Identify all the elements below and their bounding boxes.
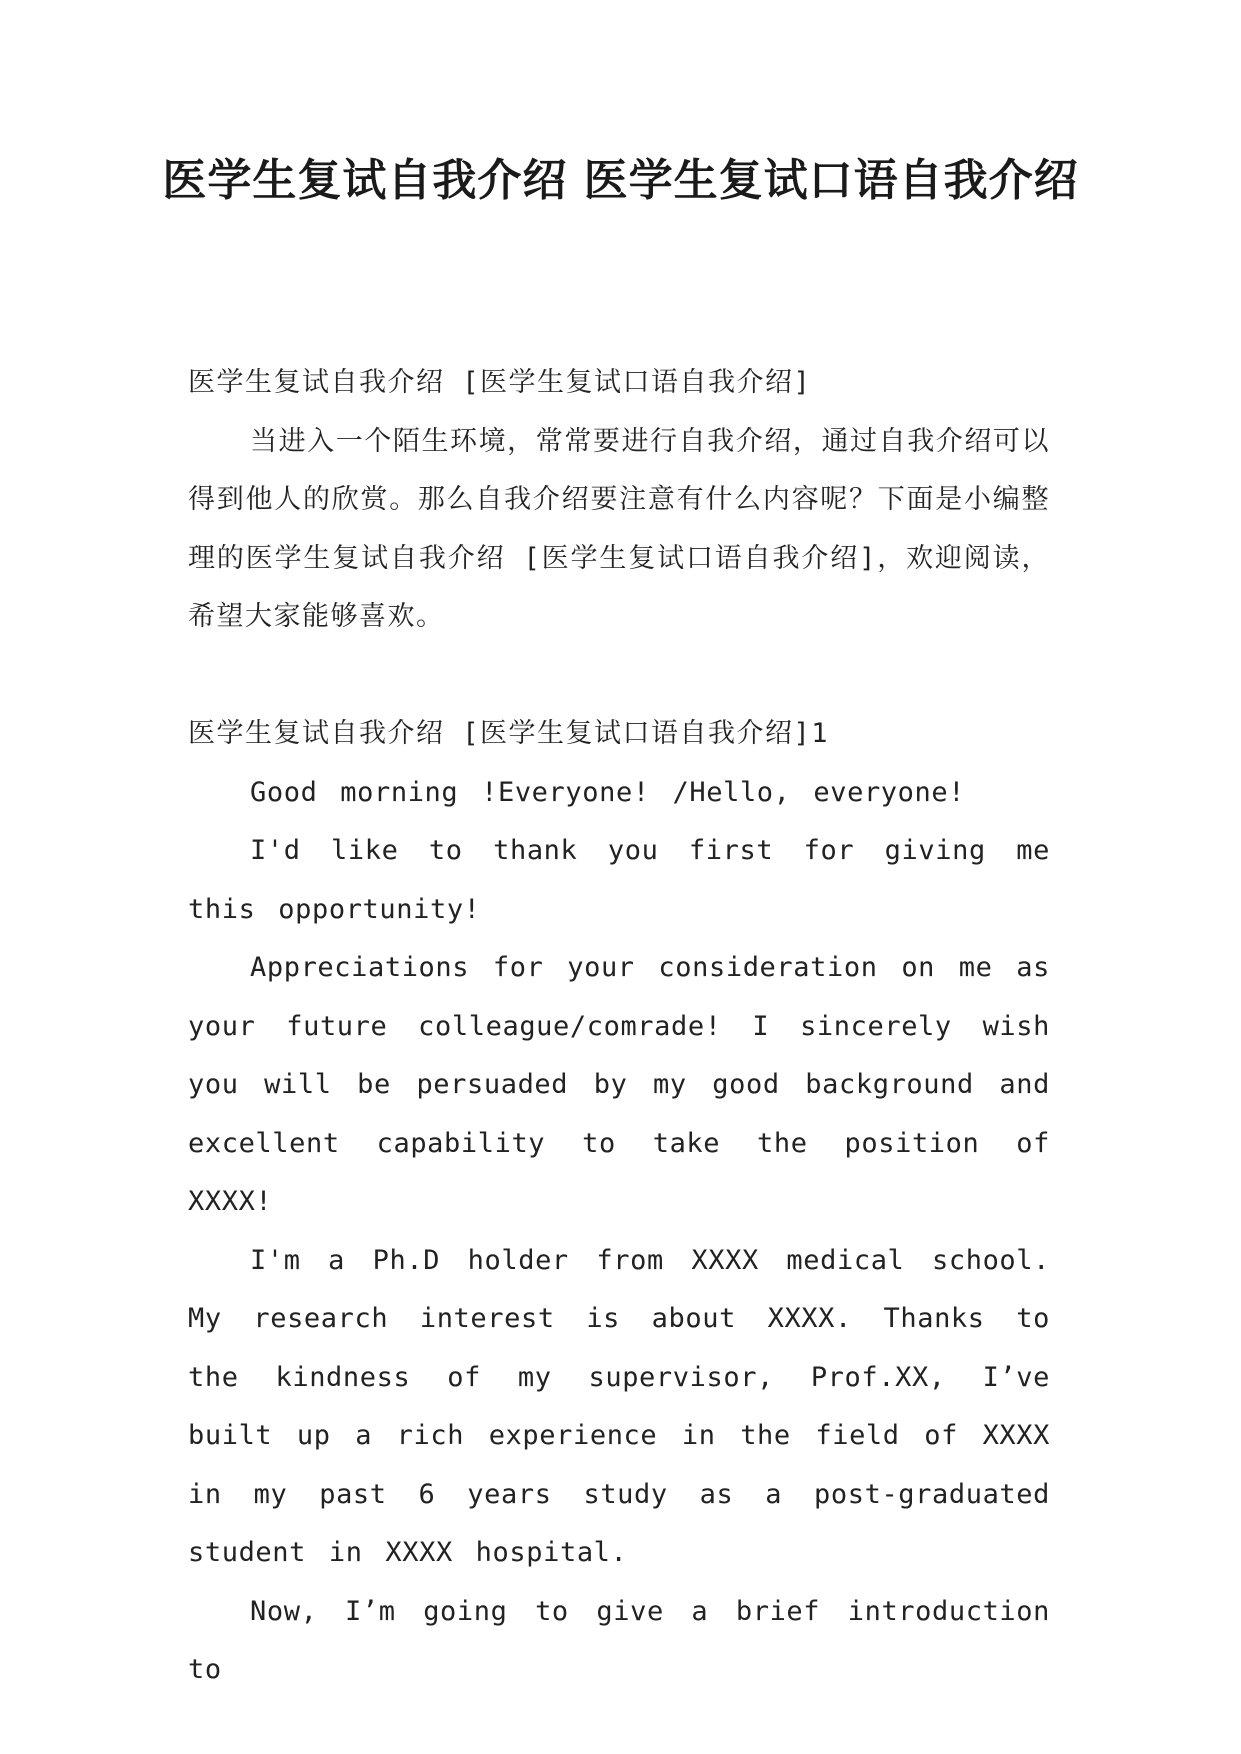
section-heading: 医学生复试自我介绍 [医学生复试口语自我介绍] bbox=[188, 367, 812, 398]
paragraph-spacer bbox=[188, 647, 1050, 706]
background-paragraph: I'm a Ph.D holder from XXXX medical school. My research interest is about XXXX. Thanks to the kindness of my supervisor, Prof.XX, I’ve built up a rich experience in the field of XXXX in my past 6 years study as a post-graduated student in XXXX hospital. bbox=[188, 1244, 1050, 1568]
document-body bbox=[188, 354, 1050, 1700]
intro-paragraph: 当进入一个陌生环境，常常要进行自我介绍，通过自我介绍可以得到他人的欣赏。那么自我介绍要注意有什么内容呢？下面是小编整理的医学生复试自我介绍 [医学生复试口语自我介绍]，欢迎阅读，希望大家能够喜欢。 bbox=[188, 425, 1050, 632]
introduction-paragraph: Now, I’m going to give a brief introduction to bbox=[188, 1595, 1050, 1685]
document-title: 医学生复试自我介绍 医学生复试口语自我介绍 bbox=[162, 155, 1079, 206]
greeting-paragraph: Good morning !Everyone! /Hello, everyone! bbox=[250, 776, 966, 808]
section-heading-1: 医学生复试自我介绍 [医学生复试口语自我介绍]1 bbox=[188, 718, 830, 749]
thanks-paragraph: I'd like to thank you first for giving me this opportunity! bbox=[188, 835, 1050, 925]
appreciation-paragraph: Appreciations for your consideration on me as your future colleague/comrade! I sincerely wish you will be persuaded by my good background and excellent capability to take the position of XXXX! bbox=[188, 952, 1050, 1217]
